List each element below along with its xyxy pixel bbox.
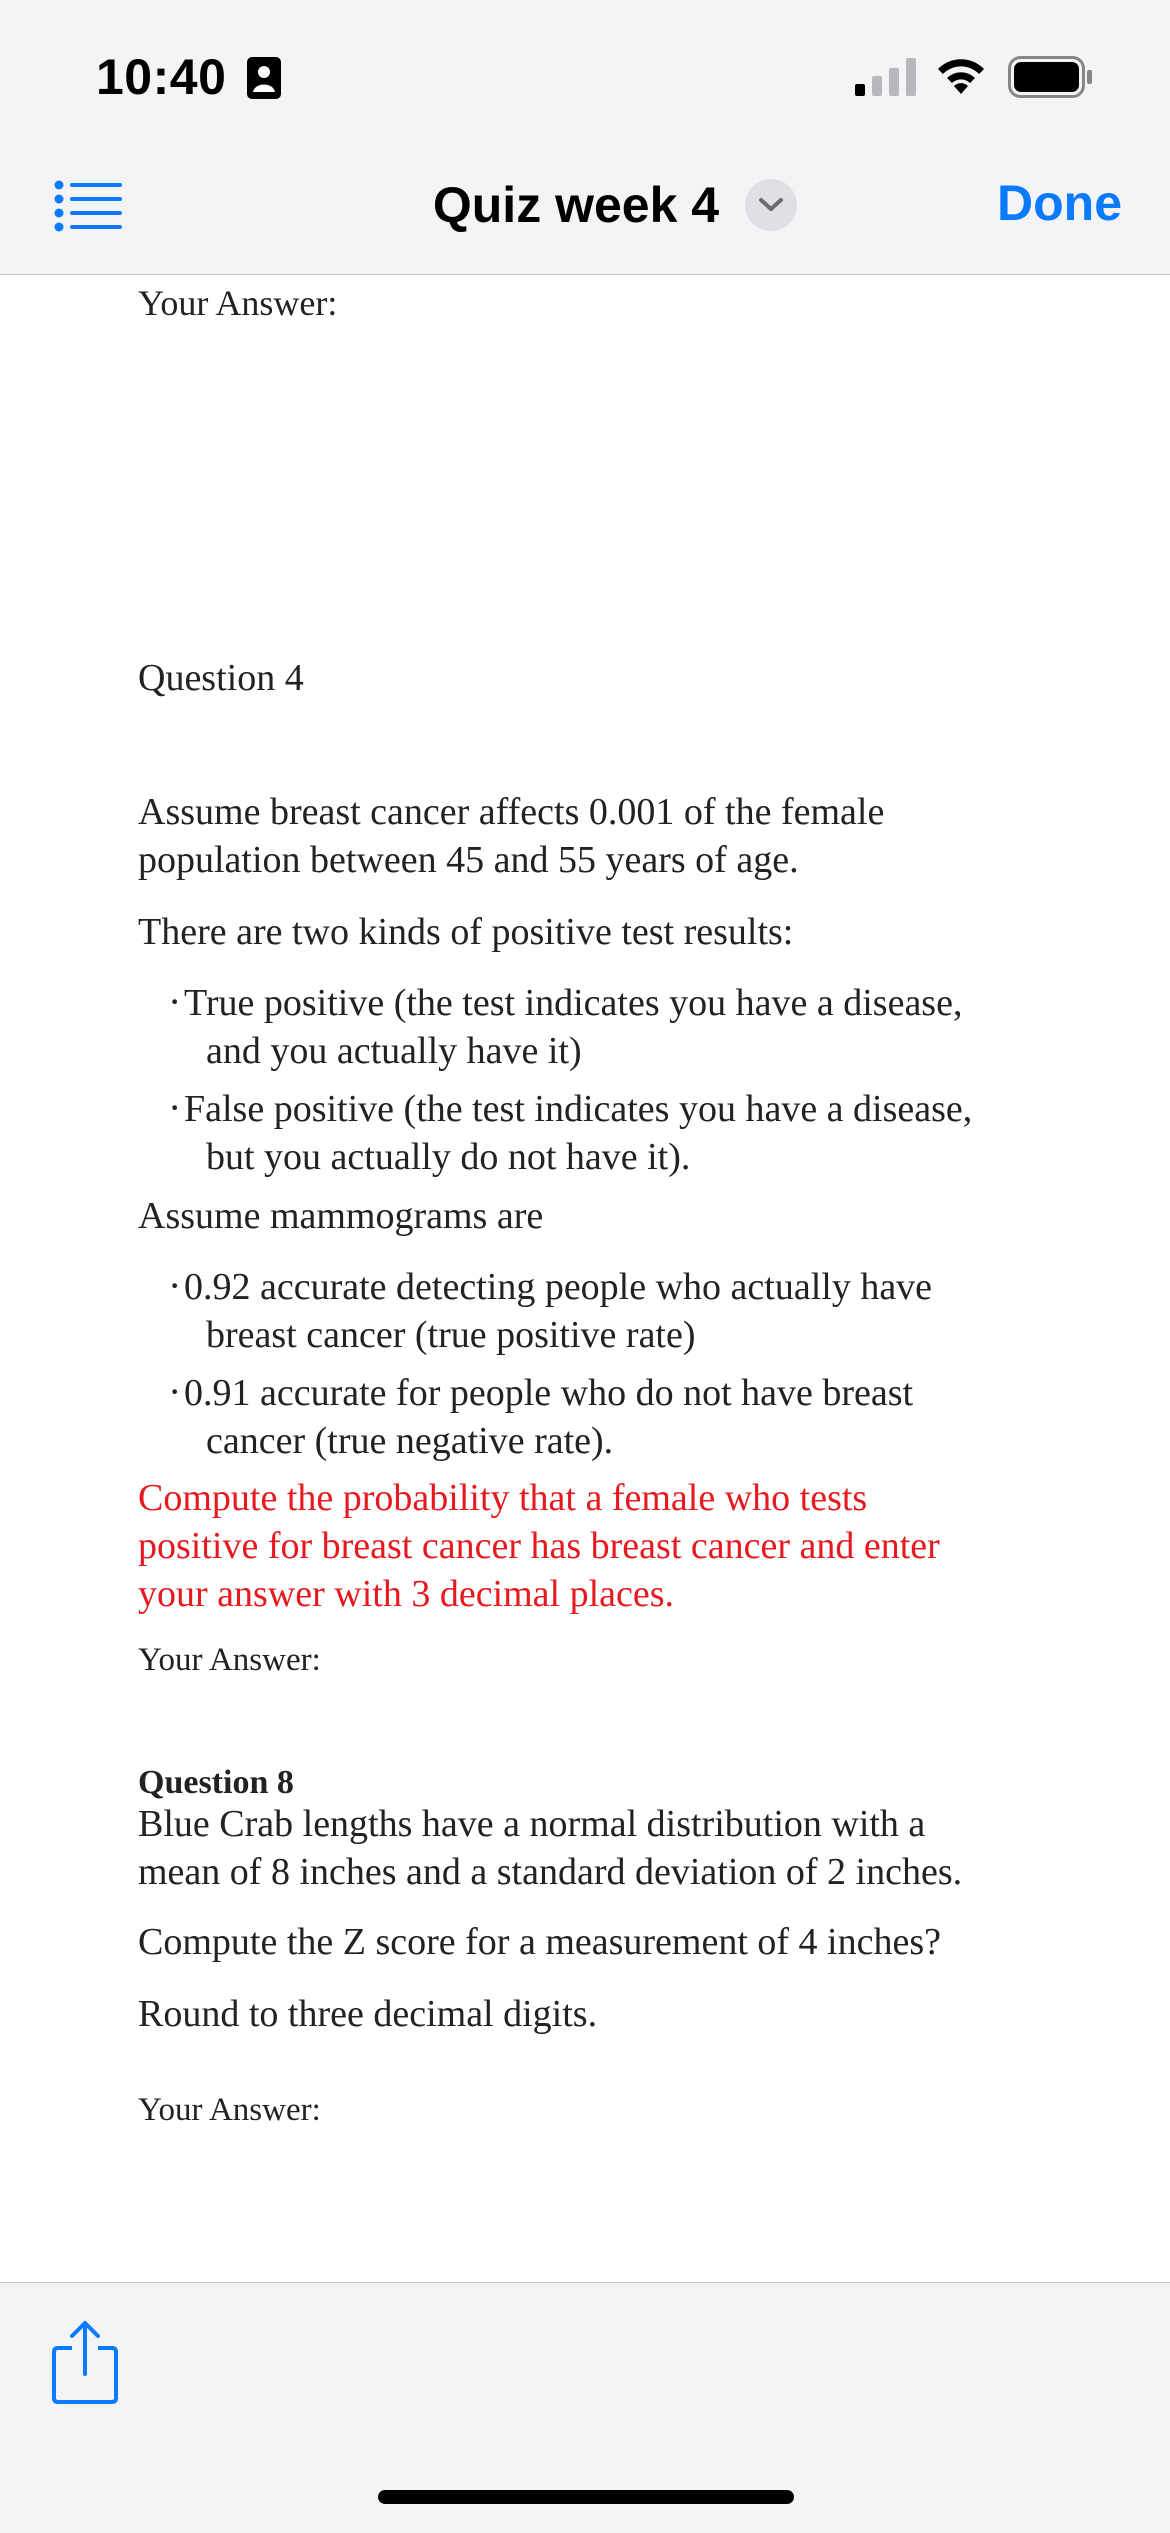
text-line: 0.91 accurate for people who do not have breast xyxy=(184,1372,914,1414)
text-line: population between 45 and 55 years of age. xyxy=(138,839,799,881)
list-item xyxy=(168,978,1048,1075)
contact-card-icon xyxy=(246,56,282,100)
text-line: your answer with 3 decimal places. xyxy=(138,1573,675,1615)
text-line: mean of 8 inches and a standard deviation of 2 inches. xyxy=(138,1851,963,1893)
question-8-paragraph: Round to three decimal digits. xyxy=(138,1993,598,2035)
status-time: 10:40 xyxy=(96,49,227,105)
text-line: and you actually have it) xyxy=(206,1030,582,1072)
done-button[interactable]: Done xyxy=(997,175,1122,231)
answer-label: Your Answer: xyxy=(138,1642,321,1678)
list-item xyxy=(168,1262,1048,1359)
wifi-icon xyxy=(935,56,987,96)
text-line: Assume breast cancer affects 0.001 of the female xyxy=(138,791,885,833)
bullet-dot: · xyxy=(168,1369,182,1414)
question-8-paragraph: Compute the Z score for a measurement of 4 inches? xyxy=(138,1921,941,1963)
home-indicator xyxy=(378,2490,794,2504)
text-line: True positive (the test indicates you have a disease, xyxy=(184,982,963,1024)
text-line: 0.92 accurate detecting people who actually have xyxy=(184,1266,933,1308)
bullet-dot: · xyxy=(168,979,182,1024)
question-4-instruction xyxy=(138,1474,1038,1618)
nav-title-area xyxy=(0,170,1170,240)
question-4-paragraph: There are two kinds of positive test results: xyxy=(138,911,794,953)
list-item xyxy=(168,1368,1048,1465)
question-4-paragraph: Assume mammograms are xyxy=(138,1195,544,1237)
question-8-intro xyxy=(138,1800,1038,1896)
text-line: cancer (true negative rate). xyxy=(206,1420,614,1462)
share-icon[interactable] xyxy=(50,2320,120,2404)
bullet-dot: · xyxy=(168,1263,182,1308)
text-line: breast cancer (true positive rate) xyxy=(206,1314,696,1356)
text-line: False positive (the test indicates you have a disease, xyxy=(184,1088,973,1130)
text-line: Blue Crab lengths have a normal distribution with a xyxy=(138,1803,926,1845)
nav-title[interactable]: Quiz week 4 xyxy=(432,177,720,233)
question-8-heading: Question 8 xyxy=(138,1764,294,1801)
cellular-signal-icon xyxy=(855,58,917,96)
text-line: Compute the probability that a female who tests xyxy=(138,1477,868,1519)
chevron-down-icon xyxy=(758,197,784,213)
title-menu-button[interactable] xyxy=(745,179,797,231)
battery-icon xyxy=(1008,56,1094,98)
answer-label: Your Answer: xyxy=(138,2092,321,2128)
question-4-intro xyxy=(138,788,1038,884)
text-line: positive for breast cancer has breast cancer and enter xyxy=(138,1525,940,1567)
text-line: but you actually do not have it). xyxy=(206,1136,691,1178)
answer-label: Your Answer: xyxy=(138,283,338,323)
list-item xyxy=(168,1084,1048,1181)
question-4-heading: Question 4 xyxy=(138,657,304,699)
bullet-dot: · xyxy=(168,1085,182,1130)
